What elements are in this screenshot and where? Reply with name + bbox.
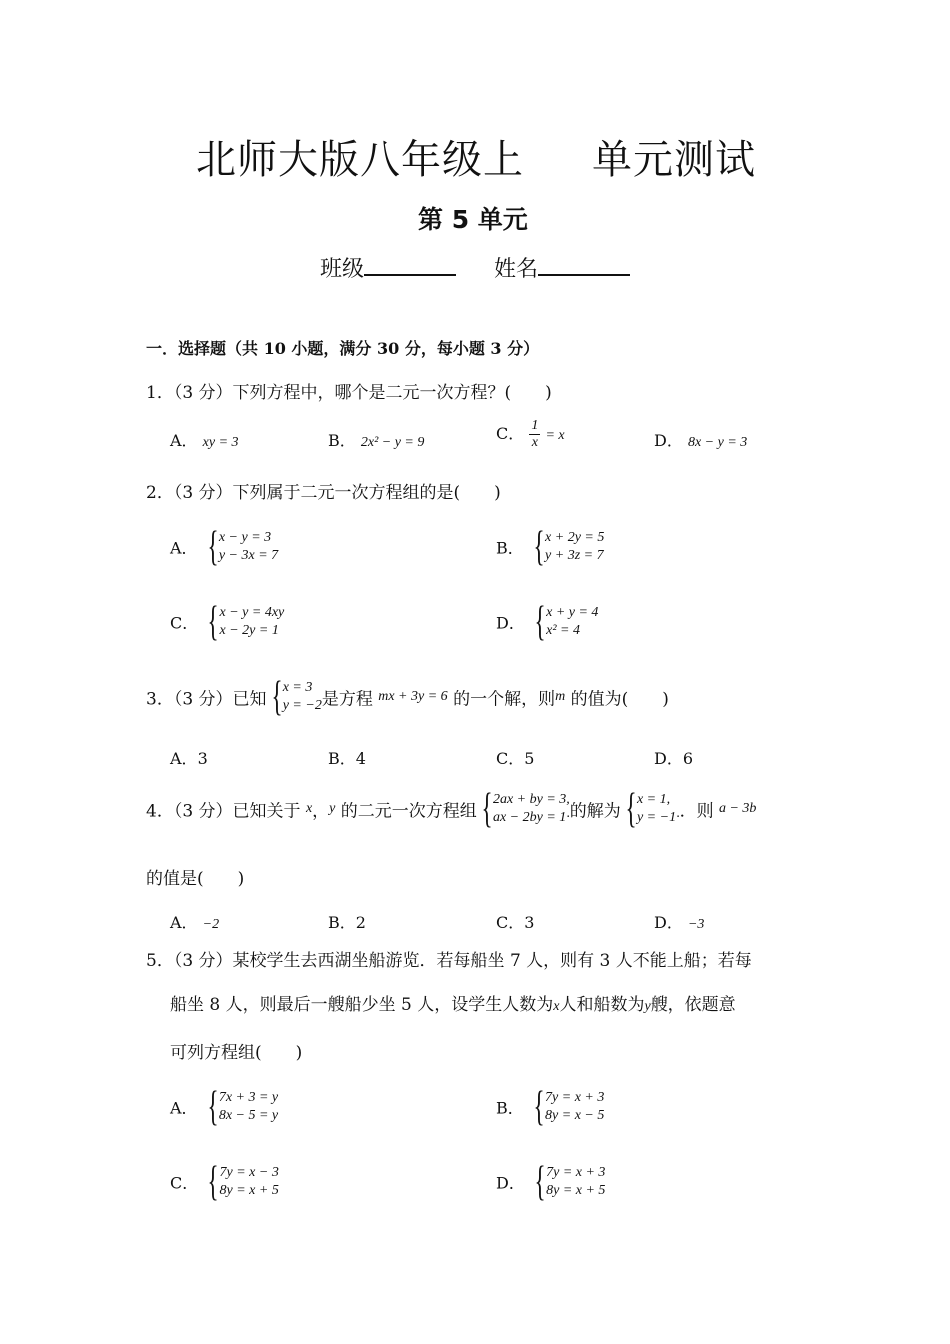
title-right: 单元测试 [592, 137, 756, 183]
student-fields [320, 252, 630, 283]
q5-stem-line1: 5．（3 分）某校学生去西湖坐船游览．若每船坐 7 人，则有 3 人不能上船；若每 [146, 951, 752, 971]
q3-option-b: B．4 [328, 749, 366, 768]
q1-option-a: A． xy = 3 [170, 431, 239, 450]
q3-option-c: C．5 [496, 749, 535, 768]
q4-option-d: D． −3 [654, 913, 705, 932]
q5-option-b: B． { 7y = x + 3 8y = x − 5 [496, 1084, 605, 1130]
q4-option-b: B．2 [328, 913, 366, 932]
q4-option-c: C．3 [496, 913, 535, 932]
class-blank [364, 254, 456, 276]
name-label: 姓名 [494, 257, 539, 282]
q5-option-d: D． { 7y = x + 3 8y = x + 5 [496, 1159, 606, 1205]
q2-stem: 2．（3 分）下列属于二元一次方程组的是( ) [146, 483, 501, 503]
q1-stem: 1．（3 分）下列方程中，哪个是二元一次方程？( ) [146, 383, 552, 403]
q4-stem: 4．（3 分）已知关于 x，y 的二元一次方程组 { 2ax + by = 3, ax − 2by = 1· 的解为 { x = 1, y = −1· ．则 a − 3b [146, 786, 757, 832]
class-label: 班级 [320, 257, 365, 282]
q5-option-a: A． { 7x + 3 = y 8x − 5 = y [170, 1084, 279, 1130]
title-left: 北师大版八年级上 [196, 137, 524, 183]
q2-option-d: D． { x + y = 4 x² = 4 [496, 599, 599, 645]
q1-option-d: D． 8x − y = 3 [654, 431, 748, 450]
q1-option-b: B． 2x² − y = 9 [328, 431, 425, 450]
section-heading: 一．选择题（共 10 小题，满分 30 分，每小题 3 分） [146, 339, 540, 358]
q3-option-a: A．3 [170, 749, 208, 768]
q2-option-a: A． { x − y = 3 y − 3x = 7 [170, 524, 279, 570]
q5-stem-line2: 船坐 8 人，则最后一艘船少坐 5 人，设学生人数为x人和船数为y艘，依题意 [170, 995, 736, 1015]
name-blank [538, 254, 630, 276]
subtitle: 第 5 单元 [418, 205, 528, 234]
q4-stem-continued: 的值是( ) [146, 869, 245, 889]
q5-stem-line3: 可列方程组( ) [170, 1043, 303, 1063]
q4-option-a: A． −2 [170, 913, 220, 932]
q3-stem: 3．（3 分）已知 { x = 3 y = −2 是方程 mx + 3y = 6 的一个解，则m 的值为( ) [146, 674, 669, 720]
q2-option-c: C． { x − y = 4xy x − 2y = 1 [170, 599, 285, 645]
q1-option-c: C． $\frac{1}{x}$ = x [496, 418, 565, 450]
q2-option-b: B． { x + 2y = 5 y + 3z = 7 [496, 524, 605, 570]
q5-option-c: C． { 7y = x − 3 8y = x + 5 [170, 1159, 279, 1205]
q3-option-d: D．6 [654, 749, 694, 768]
